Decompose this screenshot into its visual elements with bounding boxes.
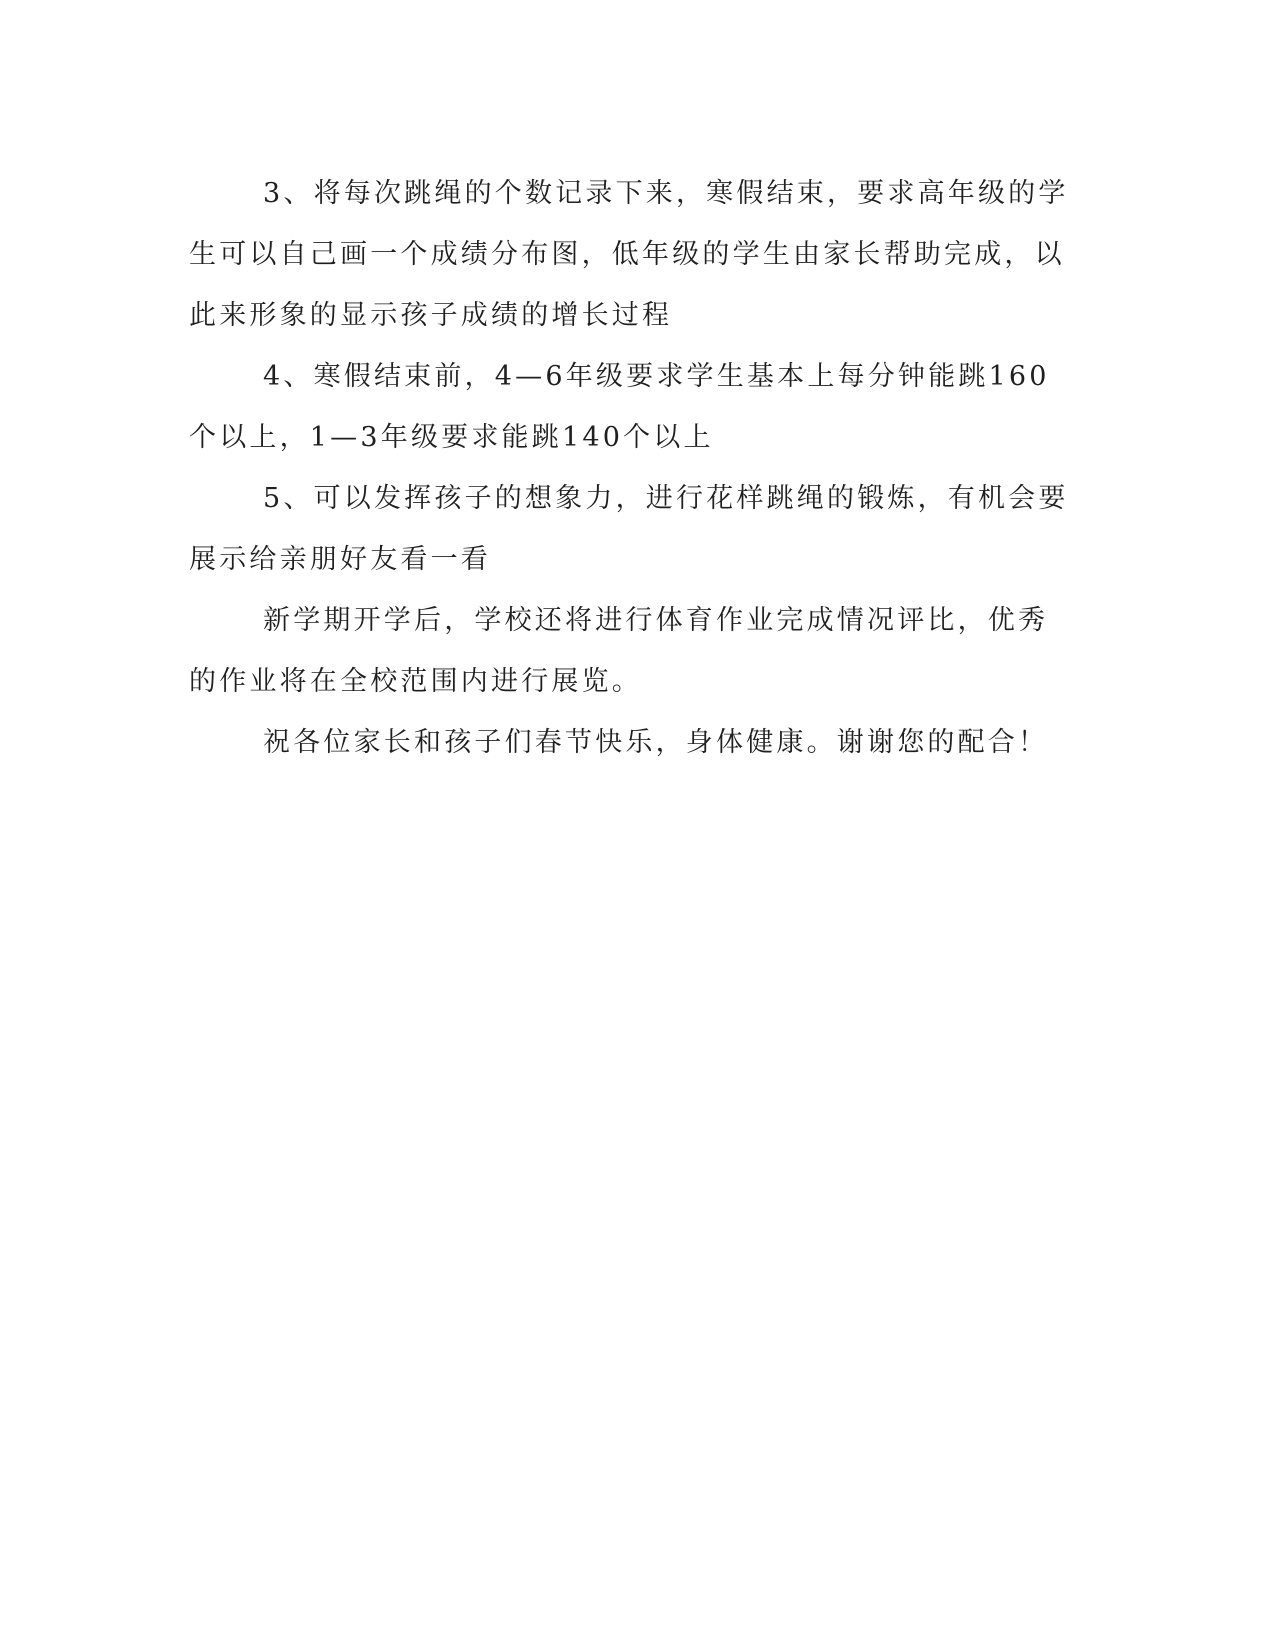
paragraph-jump-target: 4、寒假结束前，4—6年级要求学生基本上每分钟能跳160个以上，1—3年级要求能跳140个以上 <box>189 361 1050 453</box>
paragraph-greeting: 祝各位家长和孩子们春节快乐，身体健康。谢谢您的配合！ <box>263 727 1049 758</box>
paragraph-jump-record: 3、将每次跳绳的个数记录下来，寒假结束，要求高年级的学生可以自己画一个成绩分布图，低年级的学生由家长帮助完成，以此来形象的显示孩子成绩的增长过程 <box>189 178 1069 331</box>
paragraph-fancy-jump: 5、可以发挥孩子的想象力，进行花样跳绳的锻炼，有机会要展示给亲朋好友看一看 <box>189 483 1069 575</box>
paragraph-evaluation: 新学期开学后，学校还将进行体育作业完成情况评比，优秀的作业将在全校范围内进行展览。 <box>189 605 1049 697</box>
document-body <box>189 163 1073 773</box>
